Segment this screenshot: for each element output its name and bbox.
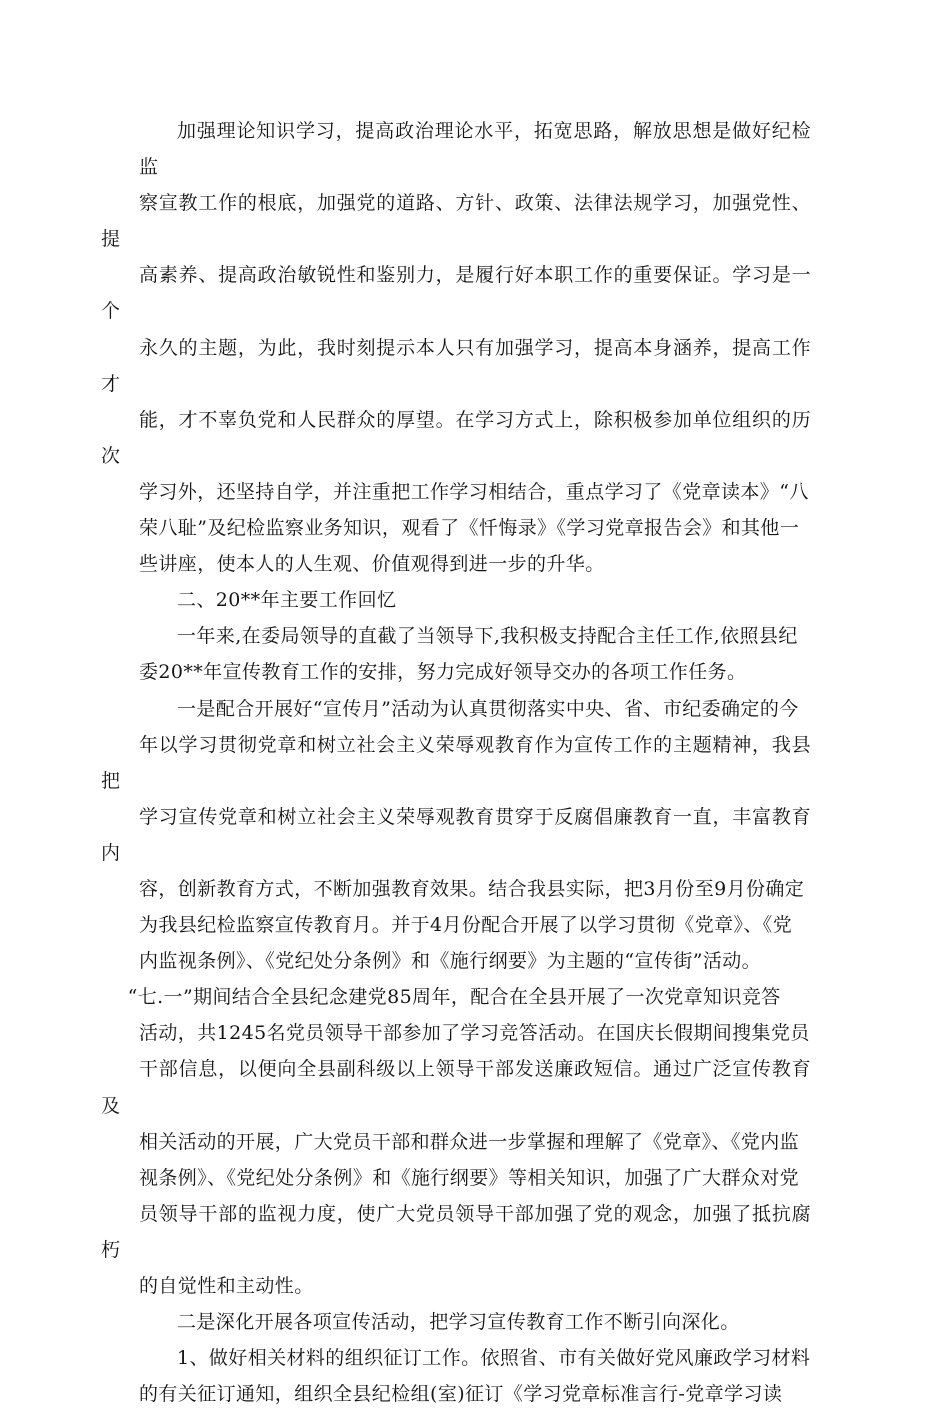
text-line: 为我县纪检监察宣传教育月。并于4月份配合开展了以学习贯彻《党章》、《党 (139, 914, 793, 937)
text-line: 永久的主题，为此，我时刻提示本人只有加强学习，提高本身涵养，提高工作才 (101, 336, 811, 395)
text-line: 察宣教工作的根底，加强党的道路、方针、政策、法律法规学习，加强党性、提 (101, 192, 811, 251)
section-heading-text: 二、20**年主要工作回忆 (177, 589, 397, 612)
text-line: 高素养、提高政治敏锐性和鉴别力，是履行好本职工作的重要保证。学习是一个 (101, 264, 811, 323)
text-line: 员领导干部的监视力度，使广大党员领导干部加强了党的观念，加强了抵抗腐朽 (101, 1202, 811, 1261)
text-line: 年以学习贯彻党章和树立社会主义荣辱观教育作为宣传工作的主题精神，我县把 (101, 733, 811, 792)
text-line: 一是配合开展好“宣传月”活动为认真贯彻落实中央、省、市纪委确定的今 (177, 697, 799, 720)
text-line: 内监视条例》、《党纪处分条例》和《施行纲要》为主题的“宣传街”活动。 (139, 950, 762, 973)
text-line: 的有关征订通知，组织全县纪检组(室)征订《学习党章标准言行-党章学习读 (139, 1383, 783, 1406)
text-line: 加强理论知识学习，提高政治理论水平，拓宽思路，解放思想是做好纪检监 (139, 120, 811, 179)
paragraph-year-review (139, 618, 811, 690)
document-body (101, 113, 811, 1412)
text-line: 1、做好相关材料的组织征订工作。依照省、市有关做好党风廉政学习材料 (177, 1347, 811, 1370)
text-line: 学习宣传党章和树立社会主义荣辱观教育贯穿于反腐倡廉教育一直，丰富教育内 (101, 805, 811, 864)
text-line: 活动，共1245名党员领导干部参加了学习竞答活动。在国庆长假期间搜集党员 (139, 1022, 810, 1045)
text-line: 荣八耻”及纪检监察业务知识，观看了《忏悔录》《学习党章报告会》和其他一 (139, 517, 800, 540)
text-line: 委20**年宣传教育工作的安排，努力完成好领导交办的各项工作任务。 (139, 661, 747, 684)
text-line: 视条例》、《党纪处分条例》和《施行纲要》等相关知识，加强了广大群众对党 (139, 1166, 800, 1189)
text-line: 一年来,在委局领导的直截了当领导下,我积极支持配合主任工作,依照县纪 (177, 625, 798, 648)
paragraph-materials (139, 1340, 811, 1412)
text-line: 能，才不辜负党和人民群众的厚望。在学习方式上，除积极参加单位组织的历次 (101, 408, 811, 467)
paragraph-deepen-activities (139, 1304, 811, 1340)
text-line: 干部信息，以便向全县副科级以上领导干部发送廉政短信。通过广泛宣传教育及 (101, 1058, 811, 1117)
text-line: “七.一”期间结合全县纪念建党85周年，配合在全县开展了一次党章知识竞答 (127, 986, 781, 1009)
text-line: 的自觉性和主动性。 (139, 1275, 314, 1297)
text-line: 容，创新教育方式，不断加强教育效果。结合我县实际，把3月份至9月份确定 (139, 877, 805, 900)
text-line: 二是深化开展各项宣传活动，把学习宣传教育工作不断引向深化。 (177, 1311, 740, 1334)
text-line: 相关活动的开展，广大党员干部和群众进一步掌握和理解了《党章》、《党内监 (139, 1130, 800, 1153)
section-heading (139, 582, 811, 618)
paragraph-theory-study (101, 113, 811, 582)
text-line: 些讲座，使本人的人生观、价值观得到进一步的升华。 (139, 553, 605, 576)
paragraph-publicity-month (101, 691, 811, 1305)
text-line: 学习外，还坚持自学，并注重把工作学习相结合，重点学习了《党章读本》“八 (139, 480, 809, 503)
